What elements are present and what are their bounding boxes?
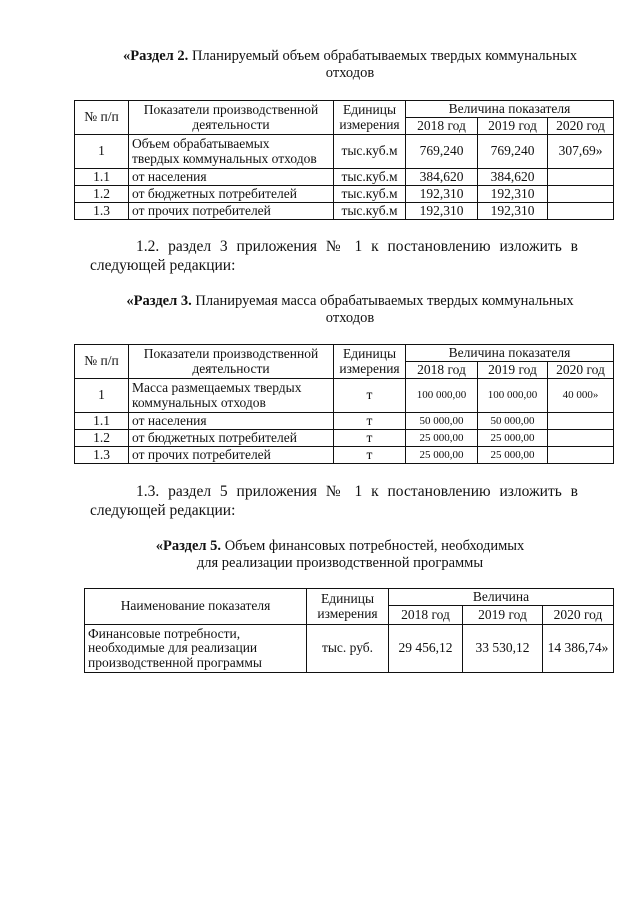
row-value-2019: 384,620 [478,169,548,186]
row-name-line2: твердых коммунальных отходов [132,150,317,166]
row-value-2018: 192,310 [406,203,478,220]
paragraph-1-2 [90,237,578,275]
table-row [75,169,614,186]
row-name-line1: Финансовые потребности, [88,625,241,641]
header-year-2018: 2018 год [389,606,463,625]
section-3-title [60,293,640,327]
table-row [75,379,614,413]
header-year-2020: 2020 год [548,118,614,135]
row-value-2020 [548,447,614,464]
header-year-2019: 2019 год [463,606,543,625]
row-name [129,135,334,169]
row-value-2018: 100 000,00 [406,379,478,413]
row-name [85,625,307,673]
section-5-title [70,538,610,572]
row-value-2020 [548,413,614,430]
header-indicator [129,345,334,379]
header-num: № п/п [75,101,129,135]
header-indicator-line1: Показатели производственной [143,346,319,361]
row-value-2018: 769,240 [406,135,478,169]
row-num: 1.2 [75,186,129,203]
header-year-2018: 2018 год [406,118,478,135]
section-2-title [60,48,640,82]
table-row [75,447,614,464]
section-2-title-line2: отходов [325,65,375,81]
paragraph-1-2-line2: следующей редакции: [90,257,236,274]
row-name: от населения [129,169,334,186]
section-5-table [84,588,614,673]
section-3-title-line2: отходов [325,310,375,326]
row-name-line1: Масса размещаемых твердых [132,380,302,395]
header-unit-line1: Единицы [342,346,397,361]
section-2-title-rest: Планируемый объем обрабатываемых твердых коммунальных [188,48,578,64]
header-unit [307,589,389,625]
section-3-title-bold: «Раздел 3. [126,293,192,309]
row-num: 1.1 [75,413,129,430]
header-year-2020: 2020 год [543,606,614,625]
header-unit-line1: Единицы [320,591,375,606]
row-name: от прочих потребителей [129,447,334,464]
row-value-2020 [548,203,614,220]
row-value-2020: 307,69» [548,135,614,169]
header-indicator-line1: Показатели производственной [143,102,319,117]
row-value-2019: 25 000,00 [478,430,548,447]
row-num: 1.1 [75,169,129,186]
table-row [75,413,614,430]
row-value-2019: 192,310 [478,203,548,220]
header-indicator: Наименование показателя [85,589,307,625]
section-5-title-bold: «Раздел 5. [155,538,222,554]
row-value-2019: 100 000,00 [478,379,548,413]
paragraph-1-3-line2: следующей редакции: [90,502,236,519]
row-name: от прочих потребителей [129,203,334,220]
header-indicator-line2: деятельности [192,116,270,132]
table-row [75,203,614,220]
row-unit: т [334,379,406,413]
header-unit-line1: Единицы [342,102,397,117]
row-unit: тыс.куб.м [334,186,406,203]
row-num: 1.3 [75,203,129,220]
row-unit: т [334,430,406,447]
row-value-2018: 29 456,12 [389,625,463,673]
row-value-2020: 14 386,74» [543,625,614,673]
header-year-2018: 2018 год [406,362,478,379]
header-unit-line2: измерения [317,605,378,621]
row-unit: т [334,447,406,464]
table-row [75,186,614,203]
row-unit: тыс.куб.м [334,203,406,220]
header-num: № п/п [75,345,129,379]
row-unit: т [334,413,406,430]
row-name-line2: необходимые для реализации [88,640,258,656]
header-unit-line2: измерения [339,360,400,376]
table-row [75,135,614,169]
paragraph-1-3-line1: 1.3. раздел 5 приложения № 1 к постановлению изложить в [136,483,578,500]
row-name [129,379,334,413]
row-value-2018: 192,310 [406,186,478,203]
section-2-title-bold: «Раздел 2. [122,48,189,64]
header-indicator [129,101,334,135]
row-value-2019: 50 000,00 [478,413,548,430]
table-row [85,625,614,673]
row-unit: тыс. руб. [307,625,389,673]
header-value-group: Величина показателя [406,101,614,118]
header-year-2019: 2019 год [478,362,548,379]
header-year-2020: 2020 год [548,362,614,379]
section-3-table [74,344,614,464]
row-num: 1.2 [75,430,129,447]
header-indicator-line2: деятельности [192,360,270,376]
table-header-row [85,589,614,606]
row-value-2018: 25 000,00 [406,447,478,464]
row-unit: тыс.куб.м [334,169,406,186]
row-name-line2: коммунальных отходов [132,394,266,410]
row-value-2019: 769,240 [478,135,548,169]
row-value-2018: 384,620 [406,169,478,186]
paragraph-1-3 [90,482,578,520]
table-header-row [75,101,614,118]
row-name-line3: производственной программы [88,654,262,670]
section-2-table [74,100,614,220]
row-num: 1 [75,135,129,169]
header-unit-line2: измерения [339,116,400,132]
row-value-2019: 192,310 [478,186,548,203]
row-unit: тыс.куб.м [334,135,406,169]
table-header-row [75,345,614,362]
row-name-line1: Объем обрабатываемых [132,136,270,151]
row-value-2019: 33 530,12 [463,625,543,673]
row-num: 1.3 [75,447,129,464]
row-value-2019: 25 000,00 [478,447,548,464]
section-5-title-rest: Объем финансовых потребностей, необходимых [221,538,525,554]
row-value-2020: 40 000» [548,379,614,413]
header-value-group: Величина показателя [406,345,614,362]
row-value-2018: 50 000,00 [406,413,478,430]
row-name: от населения [129,413,334,430]
header-value-group: Величина [389,589,614,606]
section-3-title-rest: Планируемая масса обрабатываемых твердых коммунальных [191,293,574,309]
header-year-2019: 2019 год [478,118,548,135]
row-name: от бюджетных потребителей [129,186,334,203]
row-value-2020 [548,186,614,203]
row-value-2018: 25 000,00 [406,430,478,447]
paragraph-1-2-line1: 1.2. раздел 3 приложения № 1 к постановлению изложить в [136,238,578,255]
row-value-2020 [548,430,614,447]
header-unit [334,101,406,135]
row-value-2020 [548,169,614,186]
header-unit [334,345,406,379]
row-name: от бюджетных потребителей [129,430,334,447]
table-row [75,430,614,447]
row-num: 1 [75,379,129,413]
section-5-title-line2: для реализации производственной программы [196,555,484,571]
